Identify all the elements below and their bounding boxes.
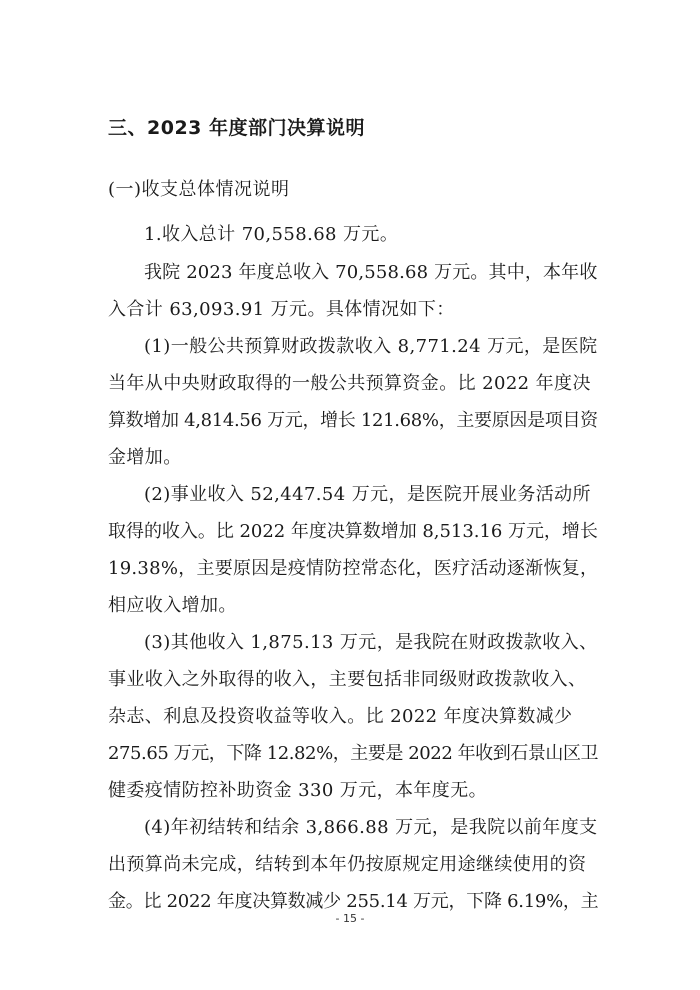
paragraph-line: 金增加。 — [108, 447, 182, 468]
paragraph-line: 1.收入总计 70,558.68 万元。 — [144, 224, 399, 245]
paragraph-line: 19.38%，主要原因是疫情防控常态化，医疗活动逐渐恢复， — [108, 558, 599, 579]
paragraph-line: 金。比 2022 年度决算数减少 255.14 万元，下降 6.19%，主 — [108, 891, 599, 912]
section-title: 三、2023 年度部门决算说明 — [108, 117, 365, 139]
paragraph-line: 取得的收入。比 2022 年度决算数增加 8,513.16 万元，增长 — [108, 521, 598, 542]
paragraph-line: (1)一般公共预算财政拨款收入 8,771.24 万元，是医院 — [144, 336, 598, 357]
paragraph-line: 我院 2023 年度总收入 70,558.68 万元。其中，本年收 — [144, 262, 598, 283]
paragraph-line: (3)其他收入 1,875.13 万元，是我院在财政拨款收入、 — [144, 632, 598, 653]
paragraph-line: 出预算尚未完成，结转到本年仍按原规定用途继续使用的资 — [108, 854, 587, 875]
page-number: - 15 - — [335, 912, 365, 925]
paragraph-line: 相应收入增加。 — [108, 595, 237, 616]
paragraph-line: 275.65 万元，下降 12.82%，主要是 2022 年收到石景山区卫 — [108, 743, 599, 764]
paragraph-line: 入合计 63,093.91 万元。具体情况如下： — [108, 299, 455, 320]
paragraph-line: 杂志、利息及投资收益等收入。比 2022 年度决算数减少 — [108, 706, 573, 727]
paragraph-line: 事业收入之外取得的收入，主要包括非同级财政拨款收入、 — [108, 669, 587, 690]
subsection-title: (一)收支总体情况说明 — [108, 179, 290, 200]
paragraph-line: (2)事业收入 52,447.54 万元，是医院开展业务活动所 — [144, 484, 591, 505]
paragraph-line: 算数增加 4,814.56 万元，增长 121.68%，主要原因是项目资 — [108, 410, 598, 431]
paragraph-line: (4)年初结转和结余 3,866.88 万元，是我院以前年度支 — [144, 817, 598, 838]
paragraph-line: 当年从中央财政取得的一般公共预算资金。比 2022 年度决 — [108, 373, 591, 394]
paragraph-line: 健委疫情防控补助资金 330 万元，本年度无。 — [108, 780, 487, 801]
